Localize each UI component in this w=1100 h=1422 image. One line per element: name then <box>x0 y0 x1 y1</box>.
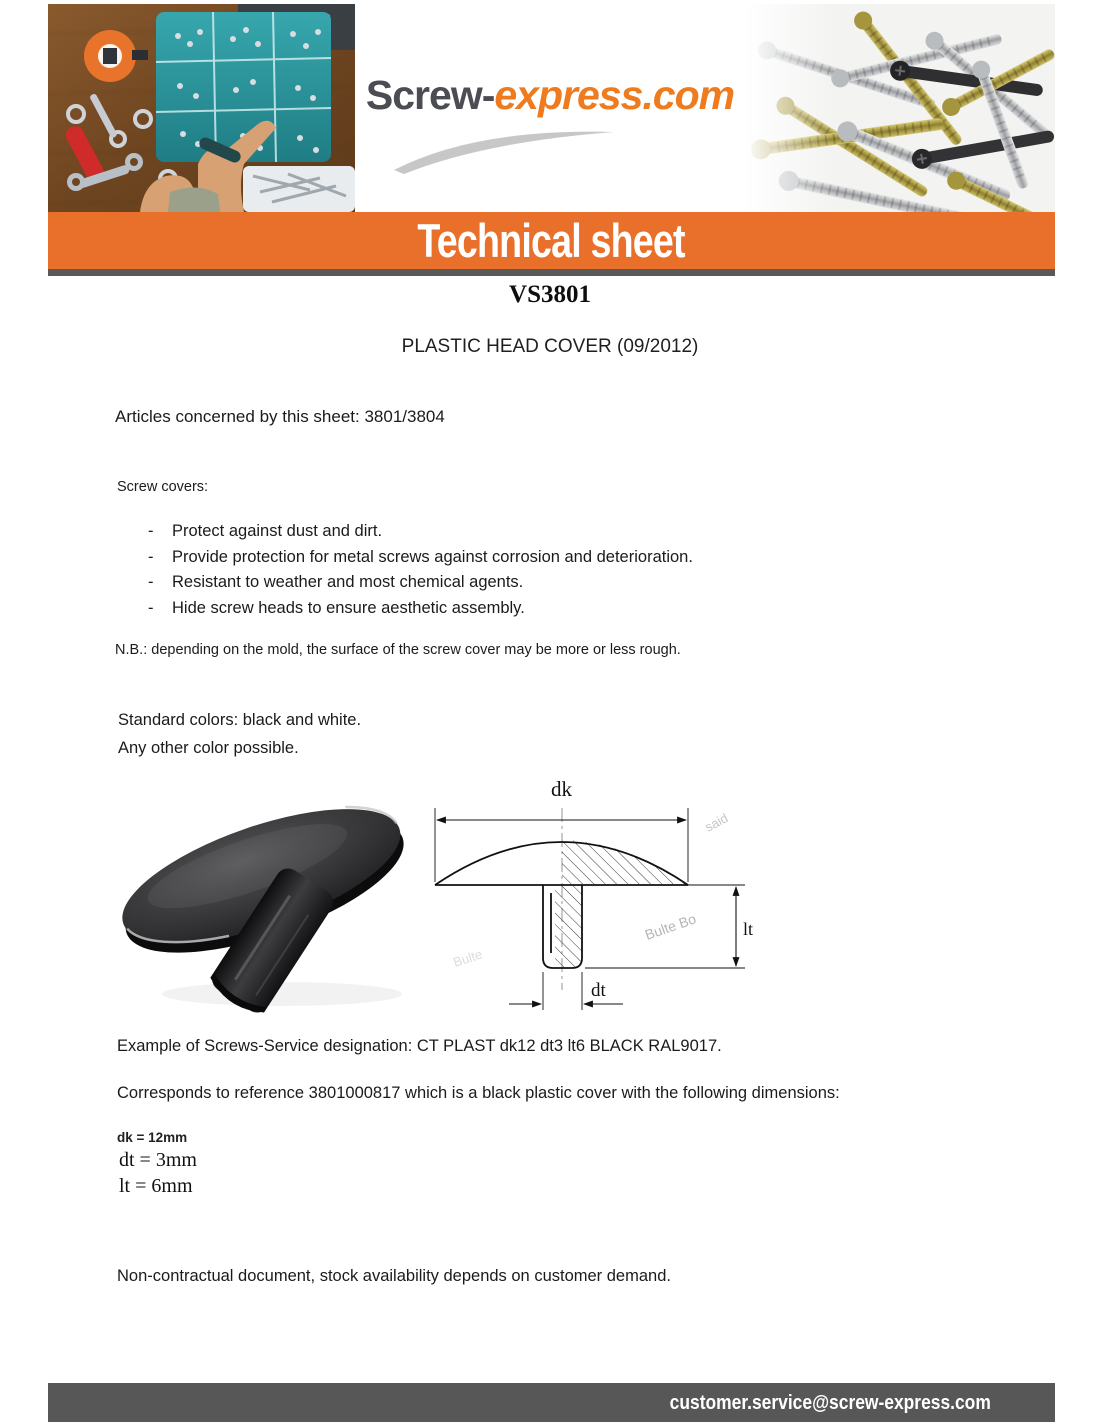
screw-tray-icon <box>243 166 355 212</box>
dimension-label-lt: lt <box>743 919 754 939</box>
document-code: VS3801 <box>509 281 591 308</box>
screws-photo-art <box>745 4 1055 212</box>
bullet-marker: - <box>148 598 154 617</box>
list-item <box>148 545 693 571</box>
list-item-text: Hide screw heads to ensure aesthetic assembly. <box>172 598 525 617</box>
bullet-marker: - <box>148 522 154 540</box>
workbench-photo-art <box>48 4 355 212</box>
banner-title: Technical sheet <box>417 214 686 267</box>
footer-bar <box>48 1383 1055 1422</box>
list-item <box>148 596 693 622</box>
brand-logo <box>340 72 760 119</box>
disclaimer-line: Non-contractual document, stock availability depends on customer demand. <box>117 1267 671 1285</box>
designation-example-line: Example of Screws-Service designation: CT PLAST dk12 dt3 lt6 BLACK RAL9017. <box>117 1037 722 1055</box>
contact-email: customer.service@screw-express.com <box>669 1390 991 1414</box>
list-item-text: Protect against dust and dirt. <box>172 522 383 540</box>
feature-list <box>148 519 693 621</box>
dimension-value-dk: dk = 12mm <box>117 1130 188 1145</box>
brand-logo-dark-part: Screw- <box>365 72 495 118</box>
articles-line: Articles concerned by this sheet: 3801/3804 <box>115 407 445 426</box>
colors-paragraph <box>118 706 361 762</box>
dimension-label-dt: dt <box>591 980 606 1001</box>
list-item-text: Resistant to weather and most chemical agents. <box>172 573 524 591</box>
nb-note: N.B.: depending on the mold, the surface of the screw cover may be more or less rough. <box>115 642 681 658</box>
brand-logo-orange-part: express.com <box>494 72 735 118</box>
dimension-value-lt: lt = 6mm <box>119 1175 193 1197</box>
reference-line: Corresponds to reference 3801000817 which is a black plastic cover with the following dimensions: <box>117 1084 840 1102</box>
colors-line-1: Standard colors: black and white. <box>118 711 362 729</box>
list-item <box>148 519 693 545</box>
banner-divider <box>48 269 1055 276</box>
technical-drawing <box>425 772 755 1027</box>
workbench-photo <box>48 4 355 212</box>
dimension-value-dt: dt = 3mm <box>119 1149 197 1171</box>
document-title: PLASTIC HEAD COVER (09/2012) <box>401 336 699 357</box>
screws-photo <box>745 4 1055 212</box>
dimension-label-dk: dk <box>551 777 572 801</box>
colors-line-2: Any other color possible. <box>118 739 299 757</box>
watermark-text: Bulte <box>451 946 485 970</box>
product-photo <box>112 778 422 1023</box>
watermark-text: said <box>702 810 731 835</box>
list-item <box>148 570 693 596</box>
technical-sheet-banner <box>48 212 1055 269</box>
intro-label: Screw covers: <box>117 479 209 495</box>
bullet-marker: - <box>148 573 154 591</box>
logo-swoosh-icon <box>388 126 618 179</box>
list-item-text: Provide protection for metal screws against corrosion and deterioration. <box>172 547 693 566</box>
bullet-marker: - <box>148 547 154 566</box>
watermark-text: Bulte Bo <box>642 910 699 943</box>
